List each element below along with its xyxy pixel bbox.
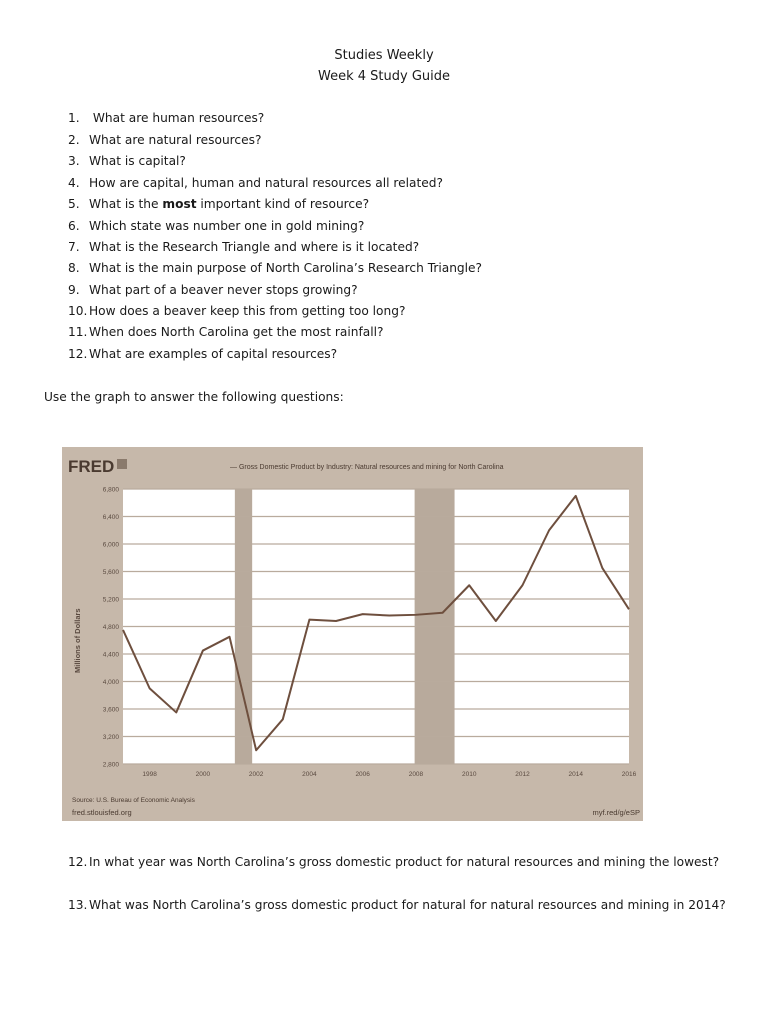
question-item bbox=[68, 304, 405, 318]
chart-site: fred.stlouisfed.org bbox=[72, 808, 132, 817]
x-tick-labels bbox=[142, 771, 636, 778]
question-text: What are human resources? bbox=[89, 111, 265, 125]
x-tick-label: 2014 bbox=[568, 771, 583, 778]
question-item bbox=[68, 111, 264, 125]
question-text: What was North Carolina’s gross domestic product for natural for natural resources and mining in 2014? bbox=[89, 898, 726, 912]
emphasis-word: most bbox=[162, 197, 197, 211]
question-number: 1. bbox=[68, 111, 80, 125]
question-text: What are natural resources? bbox=[89, 133, 262, 147]
y-tick-label: 4,400 bbox=[102, 651, 119, 659]
x-tick-label: 2004 bbox=[302, 771, 317, 778]
y-tick-label: 3,600 bbox=[102, 706, 119, 714]
question-item bbox=[68, 240, 419, 254]
y-tick-label: 5,200 bbox=[102, 596, 119, 604]
question-text: What is the bbox=[89, 197, 163, 211]
question-number: 9. bbox=[68, 283, 80, 297]
question-number: 2. bbox=[68, 133, 80, 147]
question-number: 12. bbox=[68, 855, 88, 869]
question-text: What part of a beaver never stops growing? bbox=[89, 283, 358, 297]
question-item bbox=[68, 219, 364, 233]
x-tick-label: 2002 bbox=[248, 771, 264, 778]
question-number: 3. bbox=[68, 154, 80, 168]
fred-chart bbox=[62, 447, 643, 821]
x-tick-label: 2010 bbox=[461, 771, 477, 778]
question-number: 8. bbox=[68, 261, 80, 275]
question-text: Which state was number one in gold mining? bbox=[89, 219, 365, 233]
question-item bbox=[68, 176, 443, 190]
y-tick-labels bbox=[103, 487, 120, 769]
question-text: How does a beaver keep this from getting too long? bbox=[89, 304, 406, 318]
question-item bbox=[68, 261, 482, 275]
question-item bbox=[68, 325, 383, 339]
question-item bbox=[68, 283, 358, 297]
question-number: 4. bbox=[68, 176, 80, 190]
x-tick-label: 2006 bbox=[355, 771, 370, 778]
x-tick-label: 2000 bbox=[195, 771, 211, 778]
fred-logo-icon bbox=[117, 459, 127, 469]
document-subtitle: Week 4 Study Guide bbox=[318, 69, 450, 84]
x-tick-label: 2008 bbox=[408, 771, 424, 778]
question-text: What are examples of capital resources? bbox=[89, 347, 338, 361]
x-tick-label: 2012 bbox=[515, 771, 530, 778]
y-tick-label: 4,800 bbox=[102, 624, 119, 631]
question-number: 12. bbox=[68, 347, 88, 361]
question-text: How are capital, human and natural resources all related? bbox=[89, 176, 443, 190]
fred-logo: FRED bbox=[68, 457, 115, 476]
chart-link: myf.red/g/eSP bbox=[592, 808, 640, 817]
y-tick-label: 5,600 bbox=[102, 569, 119, 576]
question-item bbox=[68, 133, 261, 147]
question-text: What is the Research Triangle and where is it located? bbox=[89, 240, 420, 254]
question-number: 7. bbox=[68, 240, 80, 254]
question-text: important kind of resource? bbox=[196, 197, 370, 211]
x-tick-label: 1998 bbox=[142, 771, 157, 778]
y-tick-label: 3,200 bbox=[102, 734, 119, 741]
question-item bbox=[68, 347, 337, 361]
chart-legend: — Gross Domestic Product by Industry: Natural resources and mining for North Carolina bbox=[230, 464, 504, 471]
followup-question bbox=[68, 852, 728, 872]
question-item bbox=[68, 154, 186, 168]
question-number: 6. bbox=[68, 219, 80, 233]
question-text: In what year was North Carolina’s gross domestic product for natural resources and mining the lowest? bbox=[89, 855, 720, 869]
question-text: What is capital? bbox=[89, 154, 186, 168]
document-title: Studies Weekly bbox=[334, 48, 434, 63]
question-number: 13. bbox=[68, 898, 88, 912]
question-number: 11. bbox=[68, 325, 88, 339]
followup-question bbox=[68, 895, 728, 915]
question-number: 5. bbox=[68, 197, 80, 211]
chart-source: Source: U.S. Bureau of Economic Analysis bbox=[72, 797, 195, 804]
question-text: What is the main purpose of North Carolina’s Research Triangle? bbox=[89, 261, 483, 275]
question-item bbox=[68, 197, 369, 211]
y-tick-label: 6,400 bbox=[102, 514, 119, 521]
y-axis-label: Millions of Dollars bbox=[73, 608, 82, 673]
x-tick-label: 2016 bbox=[621, 771, 637, 778]
y-tick-label: 6,000 bbox=[102, 541, 119, 549]
y-tick-label: 6,800 bbox=[102, 486, 119, 494]
chart-svg bbox=[62, 447, 643, 821]
y-tick-label: 4,000 bbox=[102, 679, 119, 686]
question-text: When does North Carolina get the most rainfall? bbox=[89, 325, 384, 339]
question-number: 10. bbox=[68, 304, 88, 318]
graph-instruction: Use the graph to answer the following questions: bbox=[44, 390, 344, 404]
y-tick-label: 2,800 bbox=[102, 761, 119, 769]
